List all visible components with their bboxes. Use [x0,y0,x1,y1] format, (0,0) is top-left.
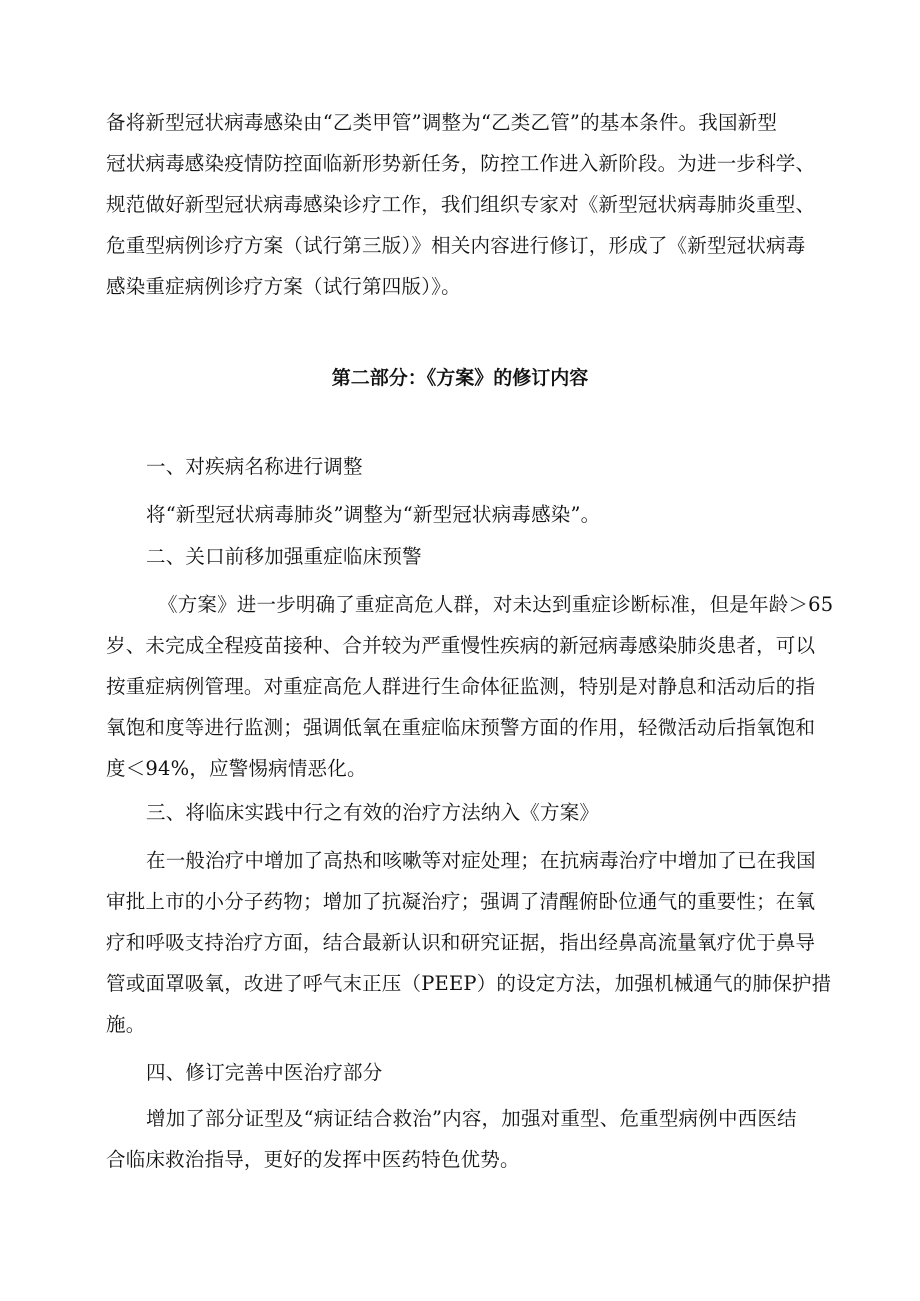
section-body-line: 疗和呼吸支持治疗方面，结合最新认识和研究证据，指出经鼻高流量氧疗优于鼻导 [106,931,816,954]
section-body-line: 氧饱和度等进行监测；强调低氧在重症临床预警方面的作用，轻微活动后指氧饱和 [106,716,816,739]
section-body-line: 审批上市的小分子药物；增加了抗凝治疗；强调了清醒俯卧位通气的重要性；在氧 [106,890,816,913]
section-title: 三、将临床实践中行之有效的治疗方法纳入《方案》 [146,801,600,824]
section-body-line: 合临床救治指导，更好的发挥中医药特色优势。 [106,1148,520,1171]
section-body-line: 将“新型冠状病毒肺炎”调整为“新型冠状病毒感染”。 [146,503,601,526]
section-body-line: 在一般治疗中增加了高热和咳嗽等对症处理；在抗病毒治疗中增加了已在我国 [146,849,816,872]
section-heading: 第二部分：《方案》的修订内容 [331,367,589,389]
section-body-line: 度＜94%，应警惕病情恶化。 [106,757,367,780]
intro-line: 感染重症病例诊疗方案（试行第四版）》。 [106,275,461,298]
section-title: 四、修订完善中医治疗部分 [146,1061,383,1084]
section-body-line: 增加了部分证型及“病证结合救治”内容，加强对重型、危重型病例中西医结 [146,1107,797,1130]
intro-line: 危重型病例诊疗方案（试行第三版）》相关内容进行修订，形成了《新型冠状病毒 [106,234,806,257]
intro-line: 冠状病毒感染疫情防控面临新形势新任务，防控工作进入新阶段。为进一步科学、 [106,152,816,175]
intro-line: 规范做好新型冠状病毒感染诊疗工作，我们组织专家对《新型冠状病毒肺炎重型、 [106,193,816,216]
section-title: 二、关口前移加强重症临床预警 [146,545,422,568]
section-body-line: 按重症病例管理。对重症高危人群进行生命体征监测，特别是对静息和活动后的指 [106,675,816,698]
section-body-line: 《方案》进一步明确了重症高危人群，对未达到重症诊断标准，但是年龄＞65 [158,593,834,616]
section-body-line: 管或面罩吸氧，改进了呼气末正压（PEEP）的设定方法，加强机械通气的肺保护措 [106,972,832,995]
intro-line: 备将新型冠状病毒感染由“乙类甲管”调整为“乙类乙管”的基本条件。我国新型 [106,111,778,134]
section-body-line: 岁、未完成全程疫苗接种、合并较为严重慢性疾病的新冠病毒感染肺炎患者，可以 [106,634,816,657]
section-body-line: 施。 [106,1013,146,1036]
section-title: 一、对疾病名称进行调整 [146,455,363,478]
